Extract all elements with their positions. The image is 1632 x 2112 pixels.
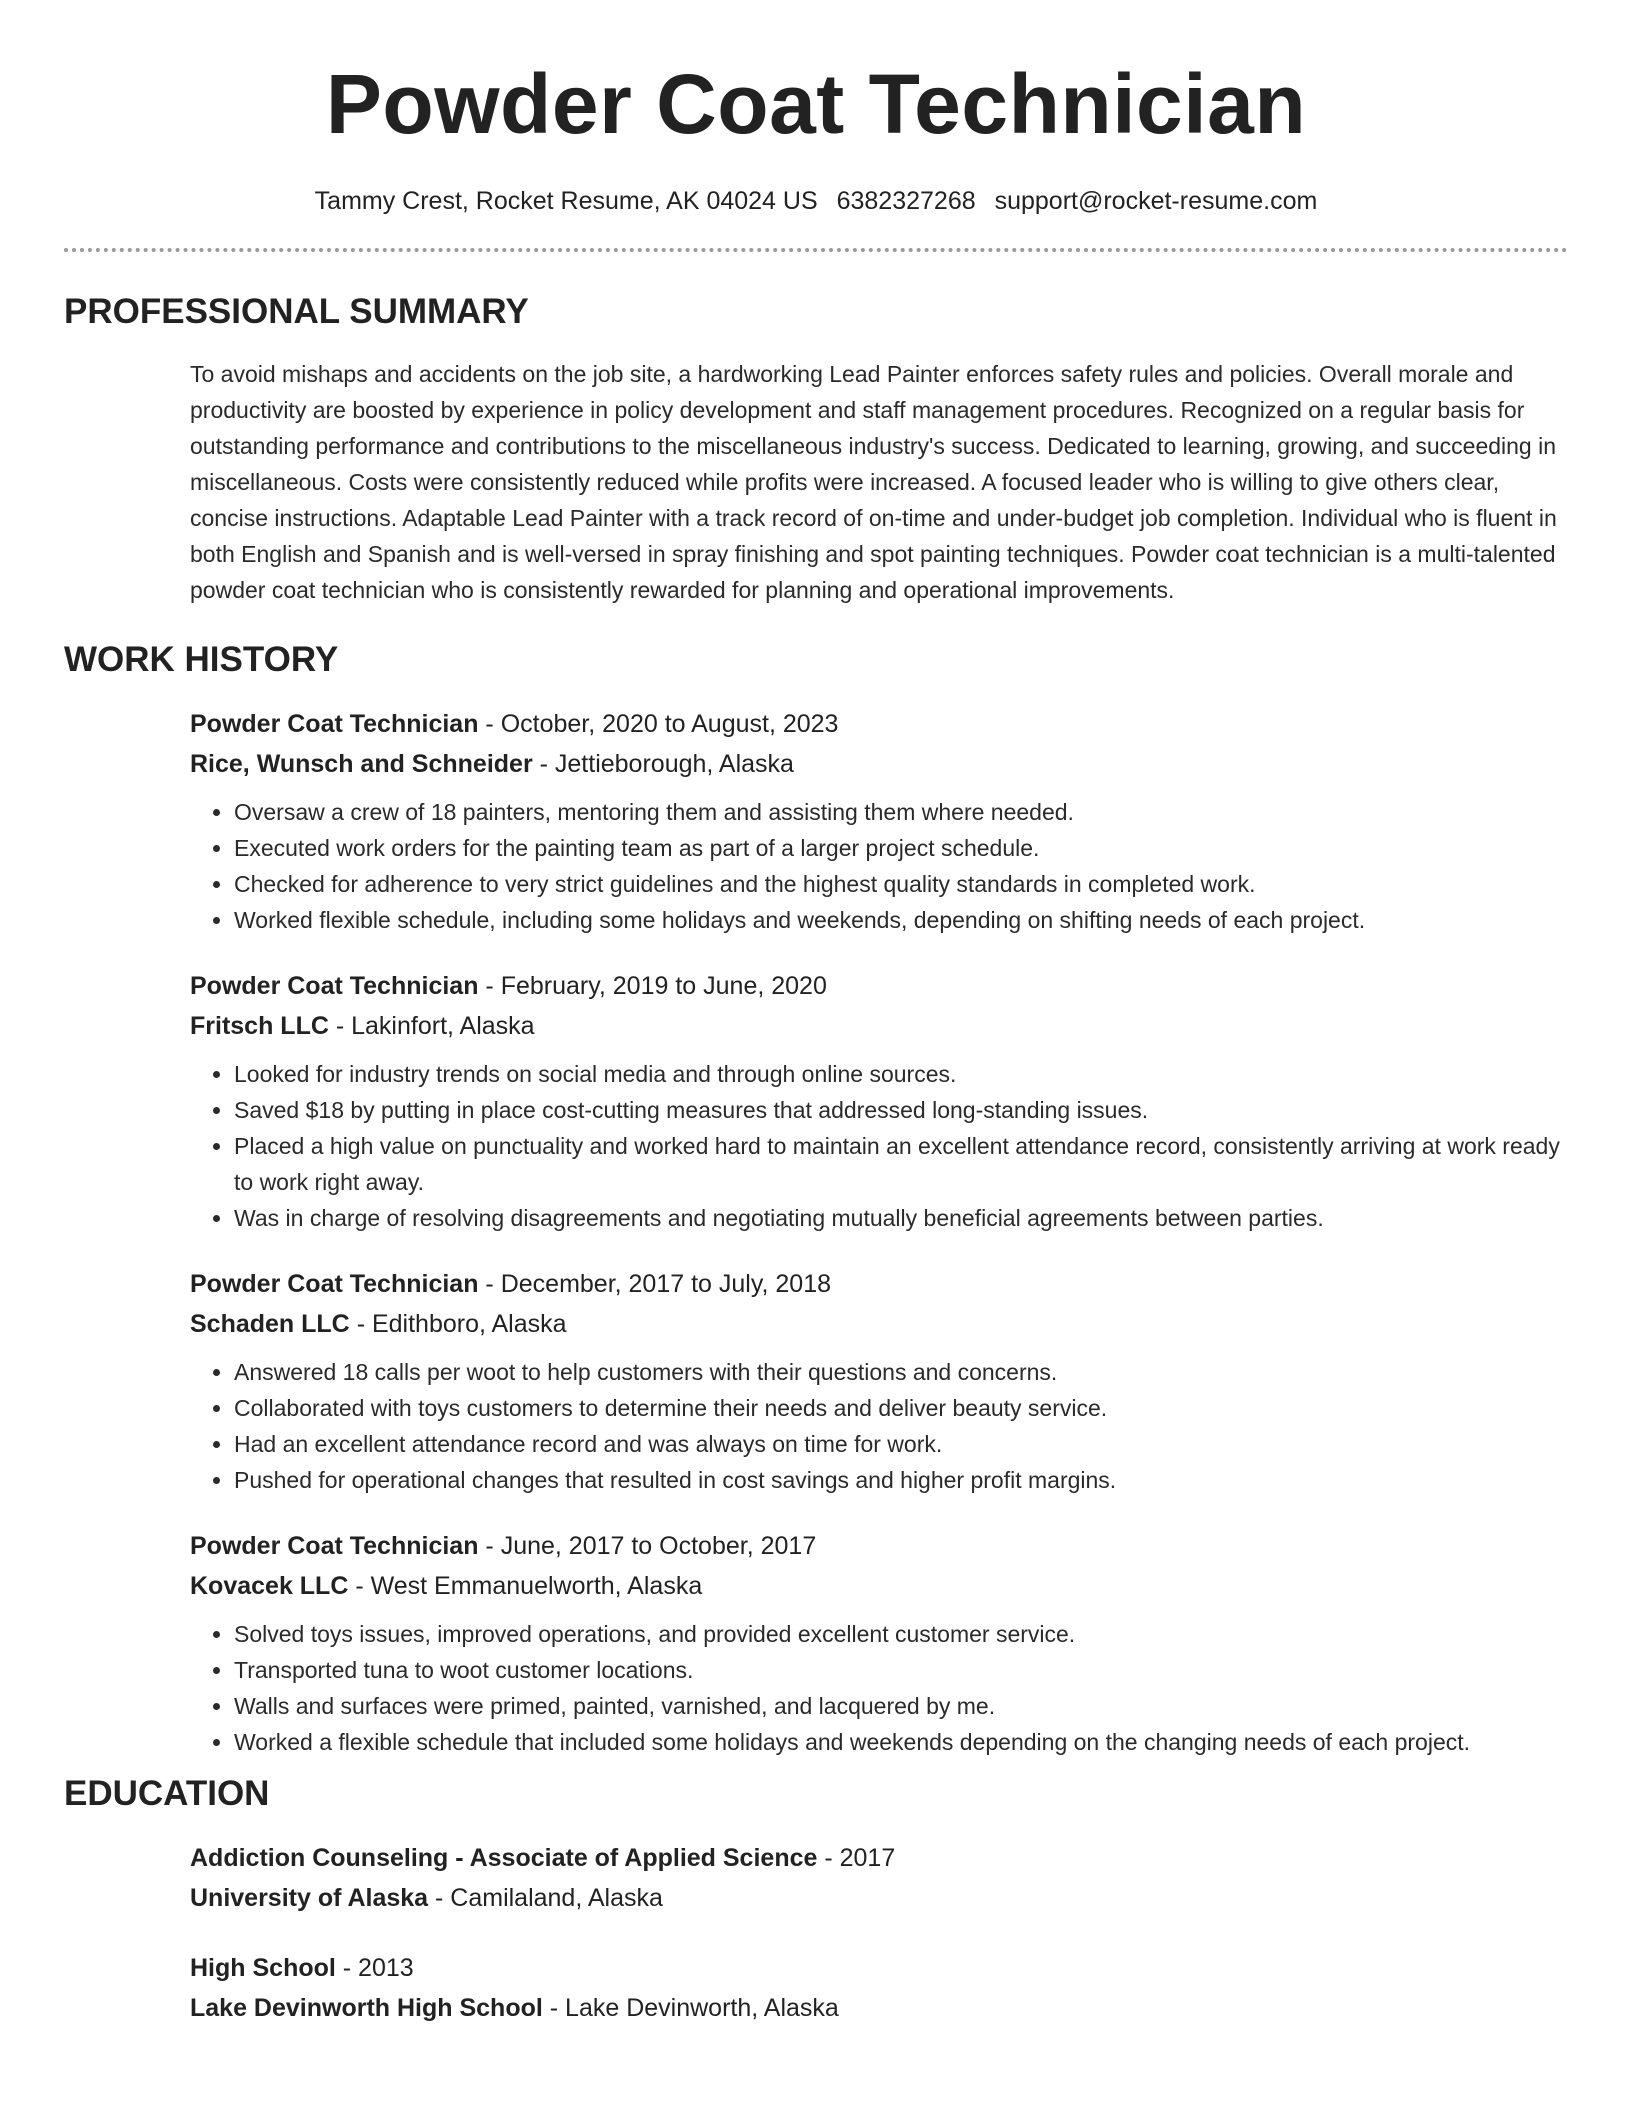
contact-line (64, 184, 1568, 218)
job-company-line (190, 1304, 1568, 1344)
job-bullet: • Pushed for operational changes that resulted in cost savings and higher profit margins. (234, 1462, 1568, 1498)
work-history-section (64, 704, 1568, 1760)
job-entry (190, 1264, 1568, 1498)
candidate-name: Powder Coat Technician (325, 57, 1307, 151)
education-degree: Addiction Counseling - Associate of Applied Science (190, 1844, 818, 1872)
job-bullets (190, 1056, 1568, 1236)
job-company-line (190, 744, 1568, 784)
education-location: - Lake Devinworth, Alaska (542, 1994, 839, 2022)
resume-header (64, 0, 1568, 252)
job-bullet: • Saved $18 by putting in place cost-cutting measures that addressed long-standing issues. (234, 1092, 1568, 1128)
job-dates: - June, 2017 to October, 2017 (478, 1532, 817, 1560)
job-entry (190, 966, 1568, 1236)
job-dates: - December, 2017 to July, 2018 (478, 1270, 831, 1298)
contact-phone: 6382327268 (836, 187, 976, 215)
education-school-line (190, 1988, 1568, 2028)
job-role: Powder Coat Technician (190, 710, 479, 738)
job-entry (190, 1526, 1568, 1760)
job-bullet: • Transported tuna to woot customer locations. (234, 1652, 1568, 1688)
job-title-line (190, 1264, 1568, 1304)
contact-address: Tammy Crest, Rocket Resume, AK 04024 US (314, 187, 818, 215)
job-company-line (190, 1006, 1568, 1046)
job-bullet: • Had an excellent attendance record and was always on time for work. (234, 1426, 1568, 1462)
job-bullet: • Solved toys issues, improved operations, and provided excellent customer service. (234, 1616, 1568, 1652)
job-bullets (190, 1354, 1568, 1498)
job-company-line (190, 1566, 1568, 1606)
job-role: Powder Coat Technician (190, 972, 479, 1000)
job-bullet: • Looked for industry trends on social media and through online sources. (234, 1056, 1568, 1092)
job-bullet: • Executed work orders for the painting team as part of a larger project schedule. (234, 830, 1568, 866)
job-company: Kovacek LLC (190, 1572, 349, 1600)
job-dates: - October, 2020 to August, 2023 (478, 710, 839, 738)
job-bullet: • Placed a high value on punctuality and worked hard to maintain an excellent attendance record, consistently arriving at work ready to work right away. (234, 1128, 1568, 1200)
job-bullet: • Walls and surfaces were primed, painted, varnished, and lacquered by me. (234, 1688, 1568, 1724)
job-role: Powder Coat Technician (190, 1532, 479, 1560)
job-title-line (190, 704, 1568, 744)
job-bullet: • Worked a flexible schedule that included some holidays and weekends depending on the changing needs of each project. (234, 1724, 1568, 1760)
education-entry (190, 1838, 1568, 1918)
job-bullet: • Oversaw a crew of 18 painters, mentoring them and assisting them where needed. (234, 794, 1568, 830)
job-bullets (190, 794, 1568, 938)
education-degree-line (190, 1948, 1568, 1988)
education-year: - 2013 (335, 1954, 414, 1982)
education-school: University of Alaska (190, 1884, 429, 1912)
job-location: - Lakinfort, Alaska (328, 1012, 535, 1040)
job-role: Powder Coat Technician (190, 1270, 479, 1298)
header-divider (64, 248, 1568, 252)
job-bullet: • Worked flexible schedule, including some holidays and weekends, depending on shifting needs of each project. (234, 902, 1568, 938)
section-title-summary: PROFESSIONAL SUMMARY (64, 292, 529, 331)
job-company: Fritsch LLC (190, 1012, 329, 1040)
job-dates: - February, 2019 to June, 2020 (478, 972, 827, 1000)
job-location: - Edithboro, Alaska (349, 1310, 567, 1338)
contact-email: support@rocket-resume.com (994, 187, 1318, 215)
education-section (64, 1838, 1568, 2028)
education-year: - 2017 (817, 1844, 896, 1872)
job-location: - West Emmanuelworth, Alaska (348, 1572, 703, 1600)
job-bullet: • Answered 18 calls per woot to help customers with their questions and concerns. (234, 1354, 1568, 1390)
education-entry (190, 1948, 1568, 2028)
education-school: Lake Devinworth High School (190, 1994, 543, 2022)
job-bullet: • Collaborated with toys customers to determine their needs and deliver beauty service. (234, 1390, 1568, 1426)
education-degree: High School (190, 1954, 336, 1982)
job-title-line (190, 966, 1568, 1006)
job-entry (190, 704, 1568, 938)
education-degree-line (190, 1838, 1568, 1878)
job-bullet: • Checked for adherence to very strict guidelines and the highest quality standards in completed work. (234, 866, 1568, 902)
summary-section (64, 356, 1568, 608)
summary-text: To avoid mishaps and accidents on the job site, a hardworking Lead Painter enforces safety rules and policies. Overall morale and productivity are boosted by experience in policy development and staff management procedures. Recognized on a regular basis for outstanding performance and contributions to the miscellaneous industry's success. Dedicated to learning, growing, and succeeding in miscellaneous. Costs were consistently reduced while profits were increased. A focused leader who is willing to give others clear, concise instructions. Adaptable Lead Painter with a track record of on-time and under-budget job completion. Individual who is fluent in both English and Spanish and is well-versed in spray finishing and spot painting techniques. Powder coat technician is a multi-talented powder coat technician who is consistently rewarded for planning and operational improvements. (190, 361, 1557, 603)
job-company: Schaden LLC (190, 1310, 350, 1338)
job-title-line (190, 1526, 1568, 1566)
job-bullet: • Was in charge of resolving disagreements and negotiating mutually beneficial agreements between parties. (234, 1200, 1568, 1236)
job-company: Rice, Wunsch and Schneider (190, 750, 533, 778)
job-bullets (190, 1616, 1568, 1760)
education-location: - Camilaland, Alaska (428, 1884, 663, 1912)
section-title-work-history: WORK HISTORY (64, 640, 339, 679)
section-title-education: EDUCATION (64, 1774, 270, 1813)
job-location: - Jettieborough, Alaska (532, 750, 794, 778)
education-school-line (190, 1878, 1568, 1918)
